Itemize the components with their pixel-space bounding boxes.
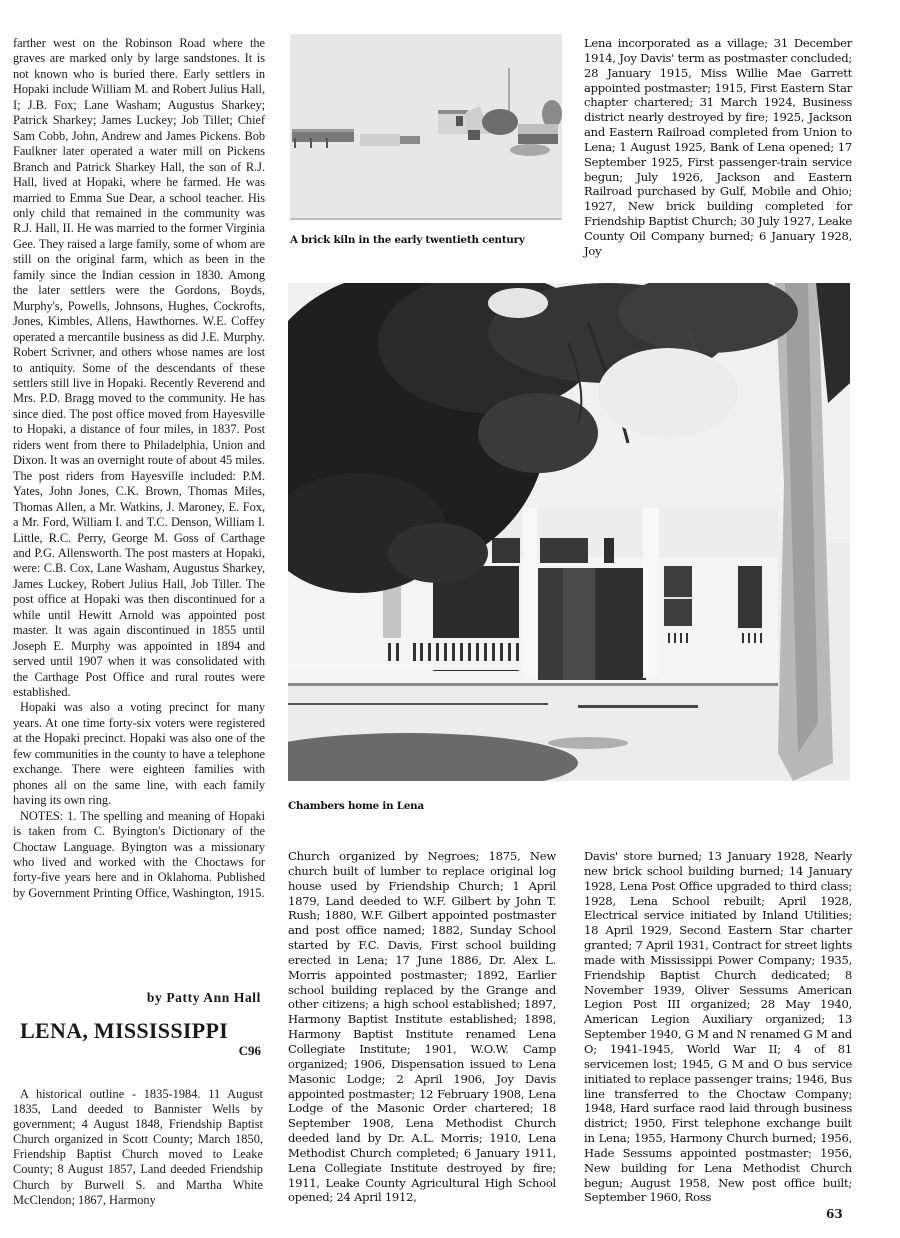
- hopaki-notes: NOTES: 1. The spelling and meaning of Hopaki is taken from C. Byington's Dictionary of the Choctaw Language. Byington was a missionary who lived and worked with the Choctaws for forty-five years here and in Oklahoma. Published by Government Printing Office, Washington, 1915.: [13, 808, 265, 900]
- brick-kiln-image: [290, 34, 562, 218]
- article-byline: by Patty Ann Hall: [146, 990, 261, 1005]
- hopaki-article-column: [13, 36, 265, 901]
- chambers-home-image: [288, 283, 850, 781]
- brick-kiln-caption: A brick kiln in the early twentieth century: [290, 234, 525, 246]
- lena-article-title: LENA, MISSISSIPPI: [20, 1018, 229, 1043]
- lena-intro-text: A historical outline - 1835-1984. 11 August 1835, Land deeded to Bannister Wells by government; 4 August 1848, Friendship Baptist Church organized in Scott County; March 1850, Friendship Baptist Church moved to Leake County; 8 August 1857, Land deeded Friendship Church by Burwell S. and Martha White McClendon; 1867, Harmony: [13, 1087, 263, 1207]
- brick-kiln-photo: [290, 34, 562, 220]
- hopaki-paragraph-1: farther west on the Robinson Road where the graves are marked only by large sandstones. It is not known who is buried there. Early settlers in Hopaki include William M. and Robert Julius Hall, I; J.B. Fox; Lane Washam; Augustus Sharkey; Patrick Sharkey; James Luckey; Job Tillet; Chief Sam Cobb, John, Andrew and James Pickens. Bob Faulkner later operated a water mill on Pickens Branch and Patrick Sharkey Hall, the son of R.J. Hall, lived at Hopaki, where he farmed. He was married to Emma Sue Dear, a school teacher. His only child that remained in the community was R.J. Hall, II. He was married to the former Virginia Gee. They raised a large family, some of whom are still on the original farm, which as been in the family since the Indian cession in 1830. Among the later settlers were the Gordons, Boyds, Murphy's, Powells, Johnsons, Hughes, Cockrofts, Jones, Kimbles, Allens, Hawthornes. W.E. Coffey operated a mercantile business as did J.E. Murphy. Robert Scrivner, and others whose names are lost to antiquity. Some of the descendants of these settlers still live in Hopaki. Recently Reverend and Mrs. P.D. Bragg moved to the community. He has since died. The post office moved from Hayesville to Hopaki, a distance of four miles, in 1837. Post riders went from there to Philadelphia, Union and Dixon. It was an overnight route of about 45 miles. The post riders from Hayesville included: P.M. Yates, John Jones, C.K. Brown, Thomas Miles, Thomas Allen, a Mr. Watkins, J. Maroney, E. Fox, a Mr. Ford, William I. and T.C. Denson, William I. Little, R.C. Perry, George M. Goss of Carthage and P.G. Allensworth. The post masters at Hopaki, were: C.B. Cox, Lane Washam, Augustus Sharkey, James Luckey, Robert Julius Hall, Job Tiller. The post office at Hopaki was then discontinued for a while until Hewitt Arnold was appointed post master. It was again discontinued in 1855 until Joseph E. Murphy was appointed in 1894 and served until 1907 when it was consolidated with the Carthage Post Office and rural routes were established.: [13, 36, 265, 700]
- lena-article-code: C96: [238, 1043, 261, 1058]
- page-number: 63: [826, 1207, 843, 1221]
- lena-intro-column: [13, 1087, 263, 1208]
- hopaki-paragraph-2: Hopaki was also a voting precinct for many years. At one time forty-six voters were registered at the Hopaki precinct. Hopaki was also one of the few communities in the county to have a telephone exchange. There were eighteen families with phones all on the same line, with each family having its own ring.: [13, 700, 265, 808]
- lena-timeline-text: Lena incorporated as a village; 31 December 1914, Joy Davis' term as postmaster concluded; 28 January 1915, Miss Willie Mae Garrett appointed postmaster; 1915, First Eastern Star chapter chartered; 31 March 1924, Business district nearly destroyed by fire; 1925, Jackson and Eastern Railroad completed from Union to Lena; 1 August 1925, Bank of Lena opened; 17 September 1925, First passenger-train service begun; July 1926, Jackson and Eastern Railroad purchased by Gulf, Mobile and Ohio; 1927, New brick building completed for Friendship Baptist Church; 30 July 1927, Leake County Oil Company burned; 6 January 1928, Joy: [584, 36, 852, 258]
- chambers-home-photo: [288, 283, 850, 781]
- lena-timeline-text: Davis' store burned; 13 January 1928, Nearly new brick school building burned; 14 January 1928, Lena Post Office upgraded to third class; 1928, Lena School rebuilt; April 1928, Electrical service initiated by Inland Utilities; 18 April 1929, Second Eastern Star charter granted; 7 April 1931, Contract for street lights made with Mississippi Power Company; 1935, Friendship Baptist Church dedicated; 8 November 1939, Oliver Sessums American Legion Post III organized; 28 May 1940, American Legion Auxiliary organized; 13 September 1940, G M and N renamed G M and O; 1941-1945, World War II; 4 of 81 servicemen lost; 1945, G M and O bus service initiated to replace passenger trains; 1946, Bus line transferred to the Choctaw Company; 1948, Hard surface raod laid through business district; 1950, First telephone exchange built in Lena; 1955, Harmony Church burned; 1956, Hade Sessums appointed postmaster; 1956, New building for Lena Methodist Church begun; August 1958, New post office built; September 1960, Ross: [584, 849, 852, 1205]
- lena-timeline-right-top: [584, 36, 852, 259]
- lena-timeline-text: Church organized by Negroes; 1875, New church built of lumber to replace original log house used by Friendship Church; 1 April 1879, Land deeded to W.F. Gilbert by John T. Rush; 1880, W.F. Gilbert appointed postmaster and post office named; 1882, Sunday School started by F.C. Davis, First school building erected in Lena; 17 June 1886, Dr. Alex L. Morris appointed postmaster; 1892, Earlier school building replaced by the Grange and other citizens; a high school established; 1897, Harmony Baptist Institute established; 1898, Harmony Baptist Institute renamed Lena Collegiate Institute; 1901, W.O.W. Camp organized; 1906, Dispensation issued to Lena Masonic Lodge; 2 April 1906, Joy Davis appointed postmaster; 12 February 1908, Lena Lodge of the Masonic Order chartered; 18 September 1908, Lena Methodist Church deeded land by Dr. A.L. Morris; 1910, Lena Methodist Church completed; 6 January 1911, Lena Collegiate Institute destroyed by fire; 1911, Leake County Agricultural High School opened; 24 April 1912,: [288, 849, 556, 1205]
- lena-timeline-middle: [288, 849, 556, 1205]
- chambers-home-caption: Chambers home in Lena: [288, 800, 424, 812]
- lena-timeline-right-bottom: [584, 849, 852, 1205]
